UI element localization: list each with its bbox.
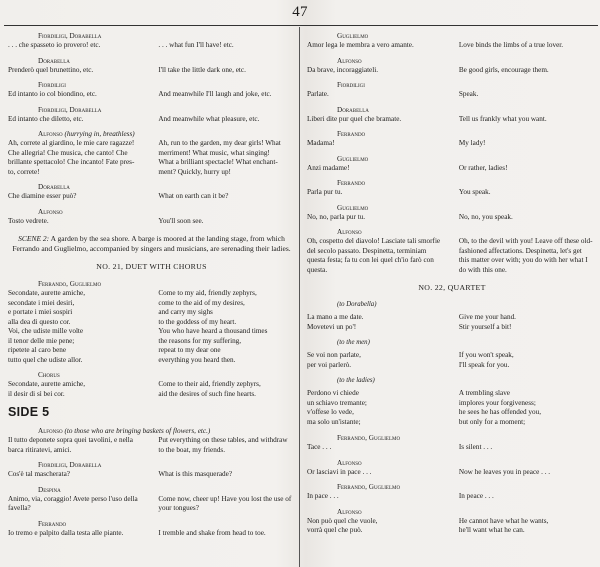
speech-block: [8, 279, 295, 365]
english-line: I tremble and shake from head to toe.: [158, 528, 266, 537]
english-line: Be good girls, encourage them.: [458, 65, 549, 74]
english-line: . . . what fun I'll have! etc.: [158, 41, 234, 49]
english-line: If you won't speak,: [458, 351, 514, 359]
speaker: Fiordiligi, Dorabella: [38, 105, 102, 114]
speech-block: [307, 129, 597, 149]
speaker: Chorus: [38, 371, 60, 379]
page-number: 47: [292, 4, 308, 20]
english-line: He cannot have what he wants,: [458, 516, 549, 525]
italian-line: Perdono vi chiede: [307, 389, 359, 397]
speaker: Alfonso: [337, 56, 362, 65]
speaker-name: Alfonso: [38, 130, 63, 138]
speaker: Fiordiligi, Dorabella: [38, 32, 102, 40]
speech-block: [8, 370, 295, 399]
italian-line: Prenderò quel brunettino, etc.: [8, 65, 94, 74]
italian-line: brillante spettacolo! Che incanto! Fate pres-: [8, 158, 135, 166]
speech-block: [8, 426, 295, 455]
speech-block: [8, 182, 295, 202]
speaker: Ferrando: [337, 179, 366, 187]
speaker: Alfonso: [337, 507, 362, 516]
english-line: aid the desires of such fine hearts.: [158, 389, 256, 398]
speech-block: [307, 31, 597, 51]
english-line: and carry my sighs: [158, 308, 213, 316]
speech-block: [307, 458, 597, 478]
italian-line: Il tutto deponete sopra quei tavolini, e nella: [8, 436, 133, 444]
english-line: your tongues?: [158, 504, 199, 512]
number-heading: NO. 21, DUET WITH CHORUS: [96, 262, 207, 271]
english-line: A trembling slave: [458, 389, 510, 397]
english-line: You'll soon see.: [158, 216, 204, 225]
italian-line: alla dea di questo cor.: [8, 317, 71, 326]
english-line: Come to their aid, friendly zephyrs,: [158, 380, 261, 388]
italian-line: Or lasciavi in pace . . .: [307, 467, 372, 476]
english-line: You speak.: [458, 188, 491, 196]
english-line: Give me your hand.: [458, 313, 516, 321]
english-line: the reasons for my suffering,: [158, 336, 242, 345]
scene-text: A garden by the sea shore. A barge is moored at the landing stage, from which Ferrando and Guglielmo, accompanied by singers and musicians, are serenading their ladies.: [12, 234, 291, 253]
speech-block: [8, 460, 295, 480]
speech-block: [307, 80, 597, 100]
italian-line: Movetevi un po'!: [307, 322, 357, 331]
english-line: What on earth can it be?: [158, 192, 229, 200]
english-line: everything you heard then.: [158, 355, 236, 364]
column-divider: [299, 27, 300, 567]
english-line: I'll take the little dark one, etc.: [158, 65, 246, 74]
speech-block: [8, 129, 295, 177]
english-line: Ah, run to the garden, my dear girls! What: [158, 139, 281, 147]
italian-line: favella?: [8, 504, 31, 512]
italian-line: vorrà quel che può.: [307, 526, 363, 534]
english-line: Is silent . . .: [458, 443, 493, 451]
english-line: And meanwhile I'll laugh and joke, etc.: [158, 90, 272, 98]
english-line: this matter over with; you do with her what I: [458, 256, 588, 264]
italian-line: questa.: [307, 265, 328, 274]
italian-line: v'offese lo vede,: [307, 408, 354, 416]
italian-line: il tenor delle mie pene;: [8, 336, 75, 345]
english-line: fashioned affectations. Despinetta, let's get: [458, 246, 582, 255]
speech-block: [8, 56, 295, 76]
italian-line: ripetete al caro bene: [8, 346, 67, 354]
speaker: Alfonso: [337, 228, 362, 236]
italian-line: questa festa; fa tu con lei quel ch'io farò con: [307, 256, 434, 264]
speaker: Alfonso: [337, 458, 362, 467]
english-line: Love binds the limbs of a true lover.: [458, 41, 564, 49]
english-line: he'll want what he can.: [458, 526, 525, 534]
speaker: Fiordiligi, Dorabella: [38, 461, 102, 469]
english-line: ment? Quickly, hurry up!: [158, 167, 231, 176]
speech-block: [307, 154, 597, 174]
scene-heading: [12, 234, 291, 254]
english-line: You who have heard a thousand times: [158, 327, 268, 335]
speech-block: [307, 178, 597, 198]
speaker: Despina: [38, 485, 61, 494]
italian-line: Parlate.: [307, 90, 329, 98]
stage-cue: (to the men): [337, 339, 370, 346]
italian-line: Tosto vedrete.: [8, 216, 49, 225]
english-line: Speak.: [458, 90, 479, 98]
italian-line: Da brave, incoraggiateli.: [307, 65, 379, 74]
scene-label: SCENE 2:: [18, 234, 50, 243]
italian-line: del secolo passato. Despinetta, terminiam: [307, 246, 427, 255]
english-line: Come now, cheer up! Have you lost the use of: [158, 494, 292, 503]
english-line: No, no, you speak.: [458, 212, 513, 221]
english-line: In peace . . .: [458, 492, 494, 500]
speech-block: [307, 507, 597, 536]
english-line: Come to my aid, friendly zephyrs,: [158, 289, 257, 297]
italian-line: barca ritiratevi, amici.: [8, 445, 72, 454]
italian-line: . . . che spasseto io provero! etc.: [8, 41, 101, 49]
english-line: Stir yourself a bit!: [458, 322, 512, 331]
speaker: Guglielmo: [337, 203, 369, 212]
italian-line: Ed intanto io col biondino, etc.: [8, 90, 97, 98]
italian-line: Animo, via, coraggio! Avete perso l'uso della: [8, 494, 138, 503]
speaker: Guglielmo: [337, 32, 369, 40]
speaker: Guglielmo: [337, 154, 369, 163]
stage-cue: (to the ladies): [337, 377, 375, 384]
english-line: Oh, to the devil with you! Leave off these old-: [458, 237, 593, 245]
speech-block: [8, 485, 295, 514]
stage-direction: (to those who are bringing baskets of flowers, etc.): [64, 427, 211, 435]
speaker: Ferrando: [38, 519, 67, 528]
english-line: I'll speak for you.: [458, 360, 510, 369]
speech-block: [8, 31, 295, 51]
italian-line: Che allegria! Che musica, che canto! Che: [8, 148, 128, 157]
english-line: My lady!: [458, 139, 486, 147]
speech-block: [307, 227, 597, 275]
italian-line: ma solo un'istante;: [307, 417, 361, 426]
italian-line: Se voi non parlate,: [307, 351, 361, 359]
italian-line: per voi parlerò.: [307, 360, 352, 369]
speaker: Dorabella: [38, 56, 70, 65]
number-heading: NO. 22, QUARTET: [418, 283, 486, 292]
speech-block: [307, 433, 597, 453]
speech-block: [8, 207, 295, 227]
speaker: Alfonso: [38, 207, 63, 216]
speaker: Ferrando, Guglielmo: [38, 280, 102, 288]
english-line: he sees he has offended you,: [458, 408, 541, 416]
english-line: And meanwhile what pleasure, etc.: [158, 114, 260, 123]
italian-line: il desir di sì bei cor.: [8, 389, 65, 398]
italian-line: e portate i miei sospiri: [8, 308, 73, 316]
english-line: to the goddess of my heart.: [158, 317, 237, 326]
english-line: merriment! What music, what singing!: [158, 148, 270, 157]
italian-line: Cos'è tal mascherata?: [8, 470, 70, 478]
english-line: repeat to my dear one: [158, 346, 221, 354]
english-line: come to the aid of my desires,: [158, 298, 245, 307]
stage-cue: (to Dorabella): [337, 301, 377, 308]
italian-line: Anzi madame!: [307, 163, 350, 172]
italian-line: Secondate, aurette amiche,: [8, 380, 86, 388]
speaker: Dorabella: [38, 183, 70, 191]
italian-line: Parla pur tu.: [307, 188, 343, 196]
english-line: do with this one.: [458, 265, 507, 274]
italian-line: Non può quel che vuole,: [307, 516, 378, 525]
speaker-name: Alfonso: [38, 427, 63, 435]
italian-line: Io tremo e palpito dalla testa alle piante.: [8, 528, 124, 537]
speaker: [38, 426, 295, 436]
italian-line: Tace . . .: [307, 443, 332, 451]
english-line: implores your forgiveness;: [458, 398, 536, 407]
italian-line: Secondate, aurette amiche,: [8, 289, 86, 297]
speech-block: [307, 105, 597, 125]
italian-line: Madama!: [307, 139, 335, 147]
english-line: What a brilliant spectacle! What enchant-: [158, 158, 278, 166]
speaker: Ferrando: [337, 130, 366, 138]
english-line: Put everything on these tables, and withdraw: [158, 436, 288, 444]
italian-line: to, correte!: [8, 167, 40, 176]
english-line: Now he leaves you in peace . . .: [458, 467, 551, 476]
speech-block: [8, 105, 295, 125]
english-line: Or rather, ladies!: [458, 163, 508, 172]
speaker: Fiordiligi: [337, 81, 365, 89]
italian-line: Oh, cospetto del diavolo! Lasciate tali smorfie: [307, 237, 441, 245]
speaker: Ferrando, Guglielmo: [337, 483, 401, 491]
italian-line: Che diamine esser può?: [8, 192, 77, 200]
top-rule: [4, 25, 598, 26]
speech-block: [307, 56, 597, 76]
speech-block: [8, 80, 295, 100]
left-column: [8, 31, 295, 543]
italian-line: No, no, parla pur tu.: [307, 212, 366, 221]
english-line: Tell us frankly what you want.: [458, 114, 547, 123]
italian-line: Liberi dite pur quel che bramate.: [307, 114, 402, 123]
english-line: to the boat, my friends.: [158, 445, 226, 454]
italian-line: secondate i miei desiri,: [8, 298, 75, 307]
speaker: Ferrando, Guglielmo: [337, 434, 401, 442]
italian-line: In pace . . .: [307, 492, 339, 500]
english-line: but only for a moment;: [458, 417, 526, 426]
italian-line: Voi, che udiste mille volte: [8, 327, 84, 335]
italian-line: La mano a me date.: [307, 313, 364, 321]
speaker: Fiordiligi: [38, 81, 66, 89]
right-column: [307, 31, 597, 541]
speaker: [38, 129, 295, 139]
side-heading: SIDE 5: [8, 405, 50, 419]
speech-block: [307, 482, 597, 502]
english-line: What is this masquerade?: [158, 470, 233, 478]
stage-direction: (hurrying in, breathless): [64, 130, 135, 138]
italian-line: tutto quel che udiste allor.: [8, 355, 83, 364]
italian-line: un schiavo tremante;: [307, 398, 367, 407]
speech-block: [307, 203, 597, 223]
italian-line: Ed intanto che diletto, etc.: [8, 114, 84, 123]
speaker: Dorabella: [337, 105, 369, 114]
italian-line: Ah, correte al giardino, le mie care ragazze!: [8, 139, 135, 147]
speech-block: [8, 519, 295, 539]
italian-line: Amor lega le membra a vero amante.: [307, 41, 414, 49]
